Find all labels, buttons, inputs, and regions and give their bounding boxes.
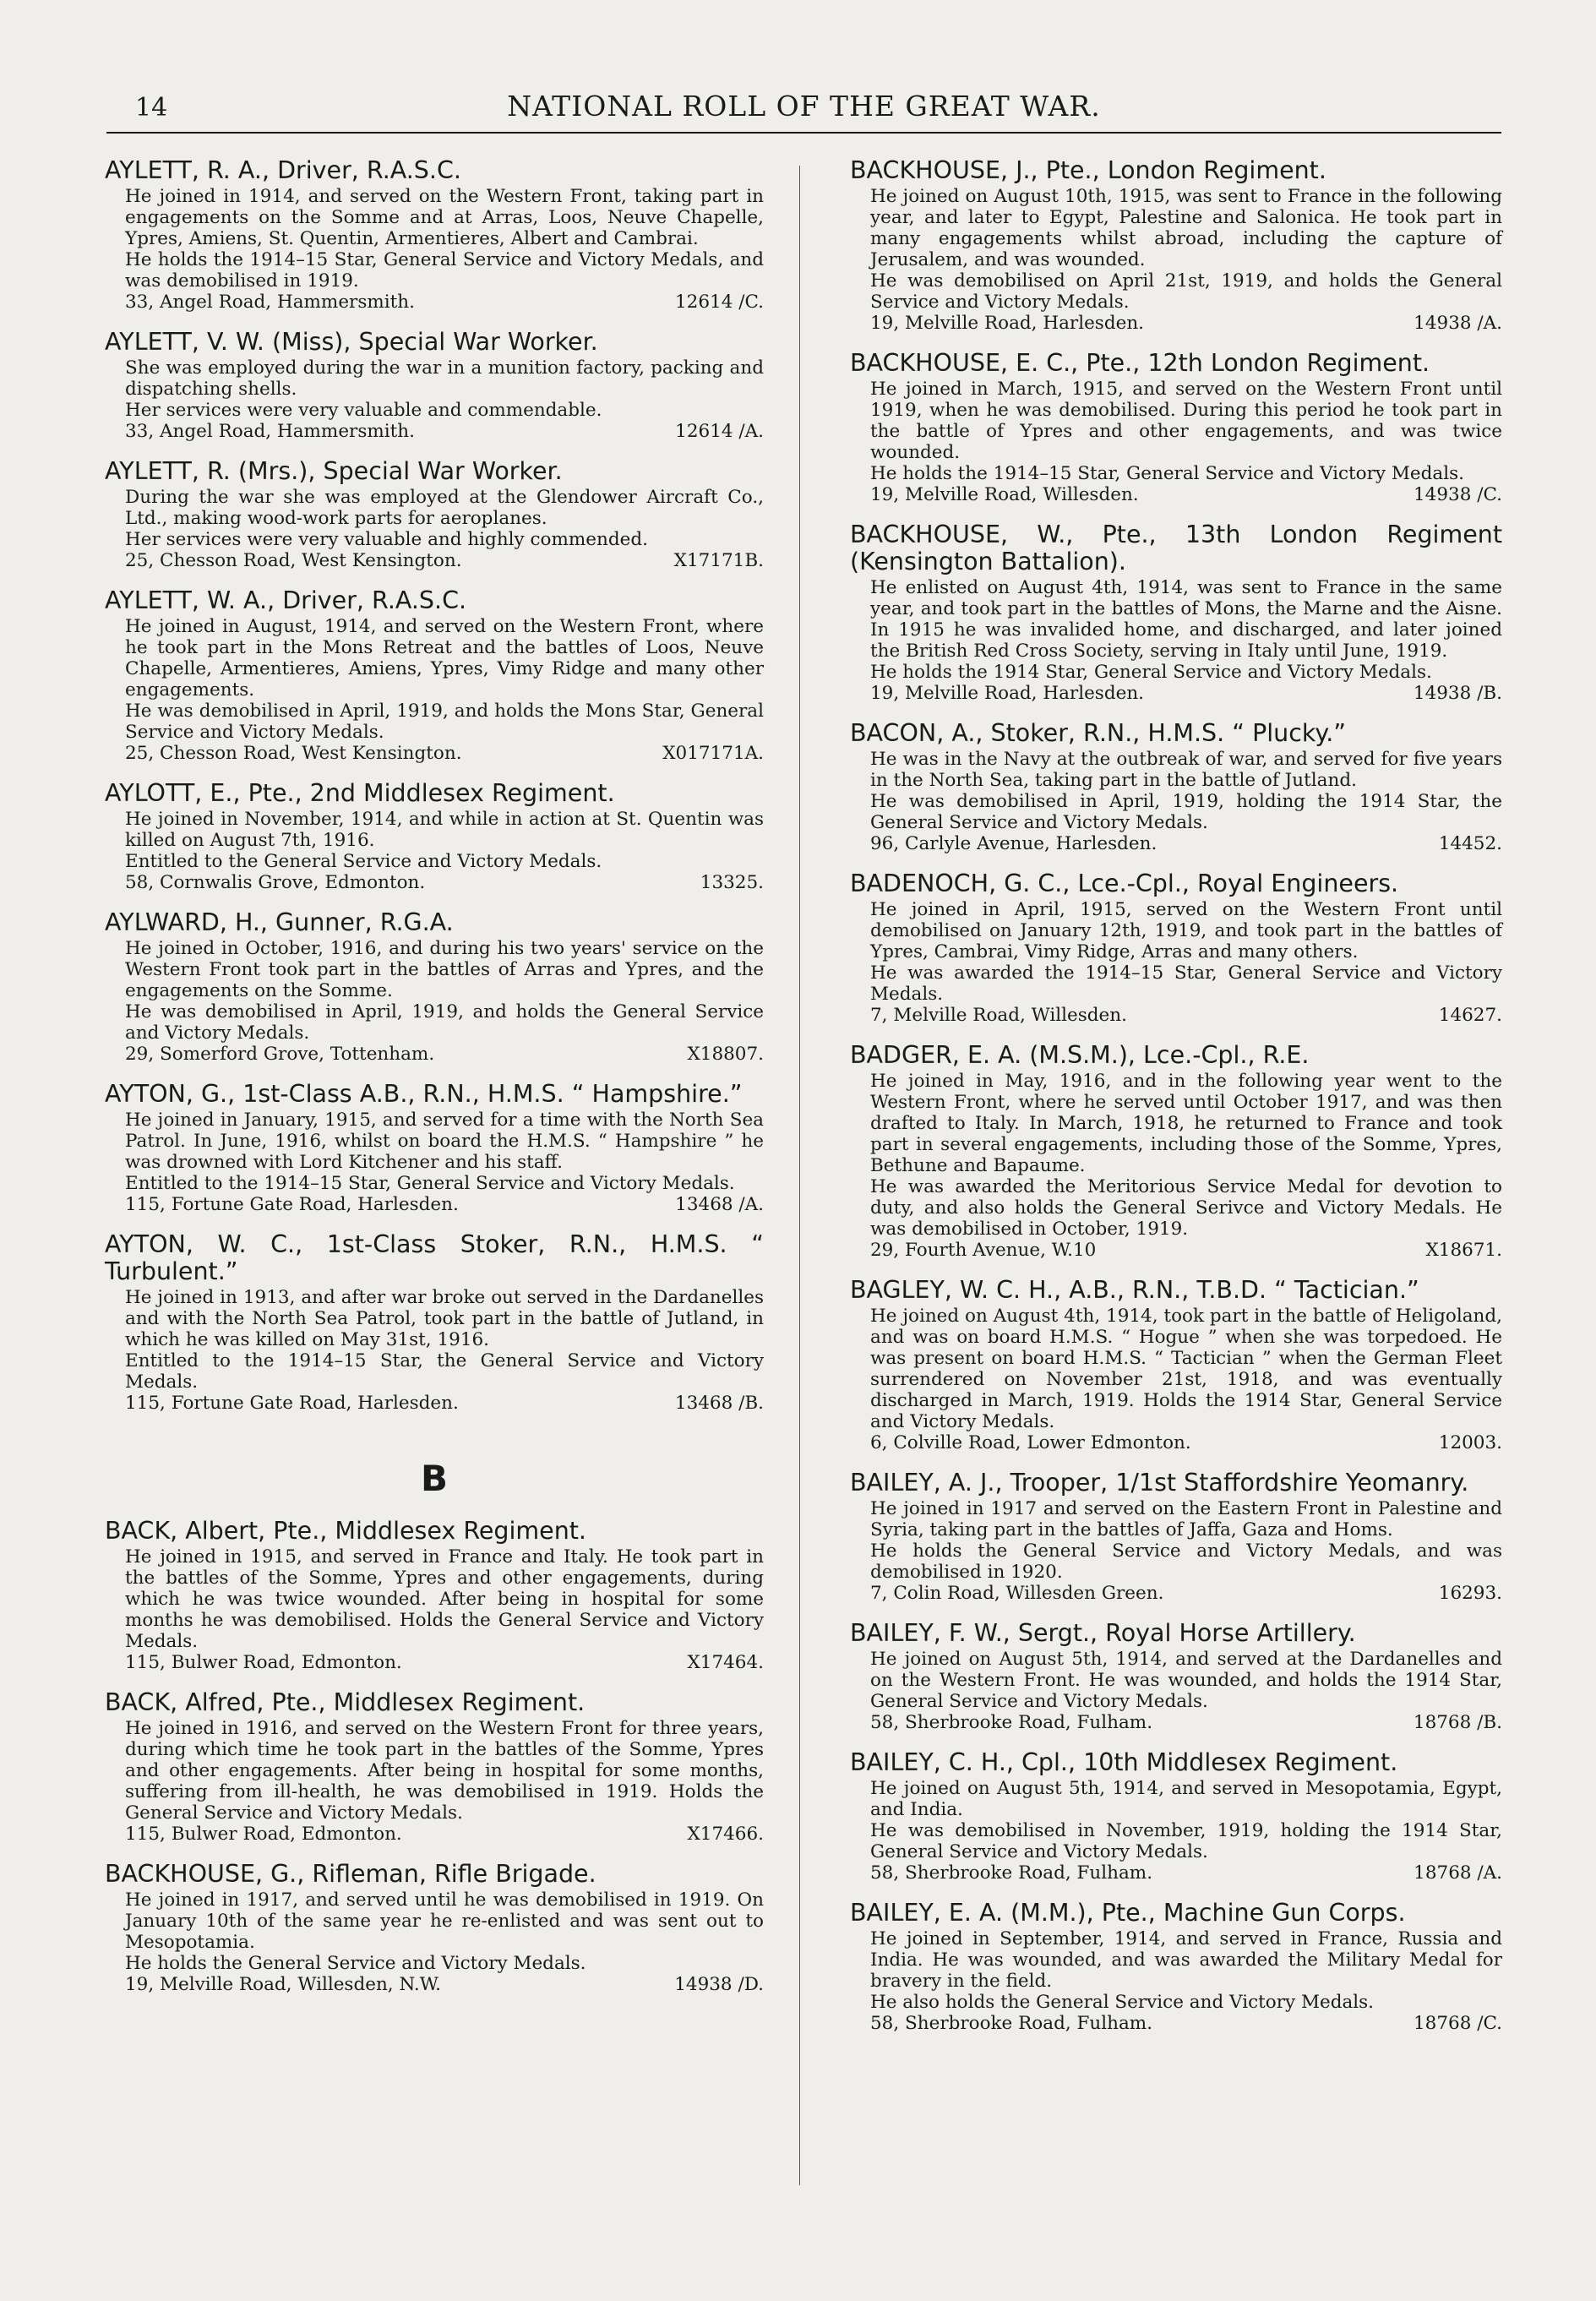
entry-heading: AYLETT, W. A., Driver, R.A.S.C. (105, 586, 467, 614)
running-title: NATIONAL ROLL OF THE GREAT WAR. (507, 90, 1101, 123)
entry-paragraph: Her services were very valuable and commendable. (125, 400, 602, 421)
roll-entry (850, 1469, 1502, 1604)
entry-address-line (125, 421, 764, 442)
right-column (850, 157, 1502, 2050)
entry-paragraph: He joined in 1913, and after war broke out served in the Dardanelles and with the North Sea Patrol, took part in the battle of Jutland, in which he was killed on May 31st, 1916. (125, 1287, 764, 1350)
roll-entry (105, 1081, 764, 1215)
roll-entry (105, 909, 764, 1065)
entry-ref-number: 18768 /A. (1414, 1862, 1502, 1884)
entry-paragraph: He also holds the General Service and Victory Medals. (870, 1992, 1375, 2013)
entry-ref-number: 18768 /C. (1414, 2013, 1502, 2034)
entry-paragraph: He holds the 1914–15 Star, General Service and Victory Medals, and was demobilised in 1919. (125, 249, 764, 292)
entry-heading: AYTON, G., 1st-Class A.B., R.N., H.M.S. “ Hampshire.” (105, 1080, 743, 1108)
entry-paragraph: He holds the 1914–15 Star, General Service and Victory Medals. (870, 463, 1464, 484)
entry-paragraph: He joined on August 10th, 1915, was sent to France in the following year, and later to Egypt, Palestine and Salonica. He took part in many engagements whilst abroad, including the capture of Jerusalem, and was wounded. (870, 186, 1502, 270)
roll-entry (850, 521, 1502, 704)
entry-address-line (870, 1432, 1502, 1453)
entry-address-line (125, 872, 764, 893)
left-column (105, 157, 764, 2011)
entry-paragraph: He was demobilised in April, 1919, holding the 1914 Star, the General Service and Victory Medals. (870, 791, 1502, 833)
entry-address: 19, Melville Road, Harlesden. (870, 313, 1145, 334)
entry-ref-number: X017171A. (662, 743, 764, 764)
entry-ref-number: 14938 /A. (1414, 313, 1502, 334)
entry-paragraph: Entitled to the General Service and Victory Medals. (125, 851, 602, 872)
entry-ref-number: 14938 /D. (674, 1974, 764, 1995)
roll-entry (850, 1277, 1502, 1453)
entry-address: 6, Colville Road, Lower Edmonton. (870, 1432, 1191, 1453)
entry-paragraph: He joined in 1917 and served on the Eastern Front in Palestine and Syria, taking part in the battles of Jaffa, Gaza and Homs. (870, 1498, 1502, 1540)
entry-paragraph: He holds the General Service and Victory Medals. (125, 1953, 586, 1974)
entry-address-line (870, 313, 1502, 334)
entry-paragraph: He joined in 1915, and served in France and Italy. He took part in the battles of the Somme, Ypres and other engagements, during which he was twice wounded. After being in hospital for some months he was demobilised. Holds the General Service and Victory Medals. (125, 1546, 764, 1652)
entry-address: 33, Angel Road, Hammersmith. (125, 421, 415, 442)
roll-entry (850, 350, 1502, 505)
entry-address: 19, Melville Road, Willesden. (870, 484, 1139, 505)
entry-heading: BAILEY, F. W., Sergt., Royal Horse Artillery. (850, 1619, 1356, 1647)
entry-paragraph: He was demobilised in April, 1919, and holds the General Service and Victory Medals. (125, 1001, 764, 1044)
entry-address-line (125, 1393, 764, 1414)
roll-entry (105, 780, 764, 893)
entry-ref-number: 13325. (700, 872, 764, 893)
entry-address: 19, Melville Road, Harlesden. (870, 683, 1145, 704)
entry-heading: BAILEY, A. J., Trooper, 1/1st Staffordshire Yeomanry. (850, 1469, 1469, 1497)
entry-paragraph: He joined in August, 1914, and served on the Western Front, where he took part in the Mons Retreat and the battles of Loos, Neuve Chapelle, Armentieres, Amiens, Ypres, Vimy Ridge and many other engagements. (125, 616, 764, 701)
entry-ref-number: 13468 /B. (674, 1393, 764, 1414)
entry-heading: AYLETT, R. (Mrs.), Special War Worker. (105, 457, 563, 485)
entry-paragraph: He holds the 1914 Star, General Service and Victory Medals. (870, 662, 1432, 683)
entry-address-line (125, 550, 764, 571)
entry-heading: BADGER, E. A. (M.S.M.), Lce.-Cpl., R.E. (850, 1041, 1310, 1069)
entry-paragraph: He was demobilised in November, 1919, holding the 1914 Star, General Service and Victory Medals. (870, 1820, 1502, 1862)
entry-address: 7, Melville Road, Willesden. (870, 1005, 1127, 1026)
entry-address-line (125, 1974, 764, 1995)
entry-address: 115, Bulwer Road, Edmonton. (125, 1824, 402, 1845)
entry-address-line (870, 1240, 1502, 1261)
entry-address: 58, Sherbrooke Road, Fulham. (870, 1712, 1153, 1733)
entry-ref-number: 16293. (1438, 1583, 1502, 1604)
entry-address-line (870, 1583, 1502, 1604)
entry-paragraph: He joined in 1917, and served until he was demobilised in 1919. On January 10th of the same year he re-enlisted and was sent out to Mesopotamia. (125, 1889, 764, 1953)
entry-paragraph: He joined in November, 1914, and while in action at St. Quentin was killed on August 7th, 1916. (125, 809, 764, 851)
entry-paragraph: He was demobilised in April, 1919, and holds the Mons Star, General Service and Victory Medals. (125, 701, 764, 743)
entry-address-line (125, 1824, 764, 1845)
entry-address-line (870, 484, 1502, 505)
entry-address-line (870, 683, 1502, 704)
entry-address-line (125, 743, 764, 764)
roll-entry (105, 458, 764, 571)
entry-paragraph: He joined in May, 1916, and in the following year went to the Western Front, where he served until October 1917, and was then drafted to Italy. In March, 1918, he returned to France and took part in several engagements, including those of the Somme, Ypres, Bethune and Bapaume. (870, 1071, 1502, 1176)
entry-paragraph: He joined in April, 1915, served on the Western Front until demobilised on January 12th, 1919, and took part in the battles of Ypres, Cambrai, Vimy Ridge, Arras and many others. (870, 899, 1502, 962)
entry-paragraph: He was in the Navy at the outbreak of war, and served for five years in the North Sea, taking part in the battle of Jutland. (870, 749, 1502, 791)
entry-ref-number: 12614 /C. (675, 292, 764, 313)
entry-address: 19, Melville Road, Willesden, N.W. (125, 1974, 441, 1995)
entry-address: 115, Fortune Gate Road, Harlesden. (125, 1393, 459, 1414)
entry-address-line (125, 1652, 764, 1673)
entry-heading: BACKHOUSE, E. C., Pte., 12th London Regiment. (850, 349, 1430, 377)
roll-entry (105, 1861, 764, 1995)
entry-paragraph: Entitled to the 1914–15 Star, General Service and Victory Medals. (125, 1173, 735, 1194)
entry-ref-number: X17464. (687, 1652, 764, 1673)
entry-address-line (870, 1712, 1502, 1733)
entry-heading: BACK, Alfred, Pte., Middlesex Regiment. (105, 1688, 586, 1716)
entry-ref-number: 14627. (1438, 1005, 1502, 1026)
entry-address: 29, Somerford Grove, Tottenham. (125, 1044, 435, 1065)
entry-heading: AYLETT, R. A., Driver, R.A.S.C. (105, 156, 461, 184)
entry-ref-number: 14938 /C. (1414, 484, 1502, 505)
entry-address: 115, Fortune Gate Road, Harlesden. (125, 1194, 459, 1215)
entry-paragraph: He joined in January, 1915, and served for a time with the North Sea Patrol. In June, 1916, whilst on board the H.M.S. “ Hampshire ” he was drowned with Lord Kitchener and his staff. (125, 1110, 764, 1173)
entry-address: 29, Fourth Avenue, W.10 (870, 1240, 1097, 1261)
entry-address: 96, Carlyle Avenue, Harlesden. (870, 833, 1158, 854)
entry-paragraph: He joined on August 5th, 1914, and served at the Dardanelles and on the Western Front. He was wounded, and holds the 1914 Star, General Service and Victory Medals. (870, 1649, 1502, 1712)
roll-entry (105, 157, 764, 313)
entry-ref-number: 12614 /A. (675, 421, 764, 442)
entry-paragraph: He joined on August 4th, 1914, took part in the battle of Heligoland, and was on board H.M.S. “ Hogue ” when she was torpedoed. He was present on board H.M.S. “ Tactician ” when the German Fleet surrendered on November 21st, 1918, and was eventually discharged in March, 1919. Holds the 1914 Star, General Service and Victory Medals. (870, 1306, 1502, 1432)
entry-paragraph: He joined in 1916, and served on the Western Front for three years, during which time he took part in the battles of the Somme, Ypres and other engagements. After being in hospital for some months, suffering from ill-health, he was demobilised in 1919. Holds the General Service and Victory Medals. (125, 1718, 764, 1824)
entry-heading: BACKHOUSE, W., Pte., 13th London Regiment (Kensington Battalion). (850, 521, 1502, 575)
page-header (106, 85, 1501, 134)
entry-paragraph: He was demobilised on April 21st, 1919, and holds the General Service and Victory Medals. (870, 270, 1502, 313)
entry-paragraph: She was employed during the war in a munition factory, packing and dispatching shells. (125, 357, 764, 400)
entry-paragraph: He joined in September, 1914, and served in France, Russia and India. He was wounded, and was awarded the Military Medal for bravery in the field. (870, 1928, 1502, 1992)
roll-entry (105, 1689, 764, 1845)
entry-ref-number: 18768 /B. (1413, 1712, 1502, 1733)
entry-address: 25, Chesson Road, West Kensington. (125, 743, 462, 764)
roll-entry (850, 1900, 1502, 2034)
roll-entry (850, 720, 1502, 854)
entry-address-line (125, 1194, 764, 1215)
entry-paragraph: He joined in March, 1915, and served on the Western Front until 1919, when he was demobilised. During this period he took part in the battle of Ypres and other engagements, and was twice wounded. (870, 379, 1502, 463)
entry-address-line (870, 1005, 1502, 1026)
entry-address: 58, Cornwalis Grove, Edmonton. (125, 872, 426, 893)
entry-ref-number: 13468 /A. (675, 1194, 764, 1215)
entry-paragraph: He holds the General Service and Victory Medals, and was demobilised in 1920. (870, 1540, 1502, 1583)
entry-heading: BACON, A., Stoker, R.N., H.M.S. “ Plucky.” (850, 719, 1347, 747)
entry-address-line (870, 2013, 1502, 2034)
entry-heading: BAILEY, C. H., Cpl., 10th Middlesex Regiment. (850, 1748, 1398, 1776)
entry-paragraph: Entitled to the 1914–15 Star, the General Service and Victory Medals. (125, 1350, 764, 1393)
section-letter-heading: B (420, 1458, 448, 1499)
roll-entry (850, 157, 1502, 334)
entry-paragraph: He joined in 1914, and served on the Western Front, taking part in engagements on the Somme and at Arras, Loos, Neuve Chapelle, Ypres, Amiens, St. Quentin, Armentieres, Albert and Cambrai. (125, 186, 764, 249)
entry-ref-number: X18671. (1425, 1240, 1502, 1261)
page-number: 14 (135, 93, 168, 123)
entry-heading: BAILEY, E. A. (M.M.), Pte., Machine Gun Corps. (850, 1899, 1406, 1927)
entry-heading: AYLWARD, H., Gunner, R.G.A. (105, 908, 454, 936)
entry-address-line (870, 833, 1502, 854)
entry-heading: BACKHOUSE, G., Rifleman, Rifle Brigade. (105, 1860, 596, 1888)
entry-heading: BACKHOUSE, J., Pte., London Regiment. (850, 156, 1326, 184)
entry-paragraph: He joined in October, 1916, and during his two years' service on the Western Front took part in the battles of Arras and Ypres, and the engagements on the Somme. (125, 938, 764, 1001)
entry-address-line (125, 292, 764, 313)
roll-entry (850, 1749, 1502, 1884)
entry-address: 115, Bulwer Road, Edmonton. (125, 1652, 402, 1673)
roll-entry (105, 329, 764, 442)
entry-ref-number: X17466. (687, 1824, 764, 1845)
roll-entry (105, 587, 764, 764)
entry-address-line (125, 1044, 764, 1065)
entry-address: 33, Angel Road, Hammersmith. (125, 292, 415, 313)
entry-paragraph: He was awarded the Meritorious Service Medal for devotion to duty, and also holds the General Serivce and Victory Medals. He was demobilised in October, 1919. (870, 1176, 1502, 1240)
entry-ref-number: X17171B. (673, 550, 764, 571)
entry-ref-number: 14452. (1438, 833, 1502, 854)
entry-paragraph: He was awarded the 1914–15 Star, General Service and Victory Medals. (870, 962, 1502, 1005)
entry-heading: BACK, Albert, Pte., Middlesex Regiment. (105, 1517, 586, 1545)
entry-address: 7, Colin Road, Willesden Green. (870, 1583, 1164, 1604)
entry-address: 25, Chesson Road, West Kensington. (125, 550, 462, 571)
roll-entry (105, 1231, 764, 1414)
entry-paragraph: Her services were very valuable and highly commended. (125, 529, 648, 550)
entry-heading: BAGLEY, W. C. H., A.B., R.N., T.B.D. “ Tactician.” (850, 1276, 1419, 1304)
entry-heading: AYTON, W. C., 1st-Class Stoker, R.N., H.M.S. “ Turbulent.” (105, 1230, 764, 1285)
entry-heading: AYLOTT, E., Pte., 2nd Middlesex Regiment. (105, 779, 615, 807)
entry-address: 58, Sherbrooke Road, Fulham. (870, 1862, 1153, 1884)
roll-entry (850, 1042, 1502, 1261)
entry-ref-number: 12003. (1438, 1432, 1502, 1453)
entry-paragraph: He enlisted on August 4th, 1914, was sent to France in the same year, and took part in the battles of Mons, the Marne and the Aisne. In 1915 he was invalided home, and discharged, and later joined the British Red Cross Society, serving in Italy until June, 1919. (870, 577, 1502, 662)
roll-entry (105, 1518, 764, 1673)
entry-address: 58, Sherbrooke Road, Fulham. (870, 2013, 1153, 2034)
entry-paragraph: During the war she was employed at the Glendower Aircraft Co., Ltd., making wood-work parts for aeroplanes. (125, 487, 764, 529)
roll-entry (850, 1620, 1502, 1733)
entry-paragraph: He joined on August 5th, 1914, and served in Mesopotamia, Egypt, and India. (870, 1778, 1502, 1820)
roll-entry (850, 870, 1502, 1026)
entry-heading: AYLETT, V. W. (Miss), Special War Worker. (105, 328, 598, 356)
entry-heading: BADENOCH, G. C., Lce.-Cpl., Royal Engineers. (850, 870, 1399, 897)
column-divider (799, 166, 800, 2185)
entry-address-line (870, 1862, 1502, 1884)
entry-ref-number: X18807. (687, 1044, 764, 1065)
entry-ref-number: 14938 /B. (1413, 683, 1502, 704)
